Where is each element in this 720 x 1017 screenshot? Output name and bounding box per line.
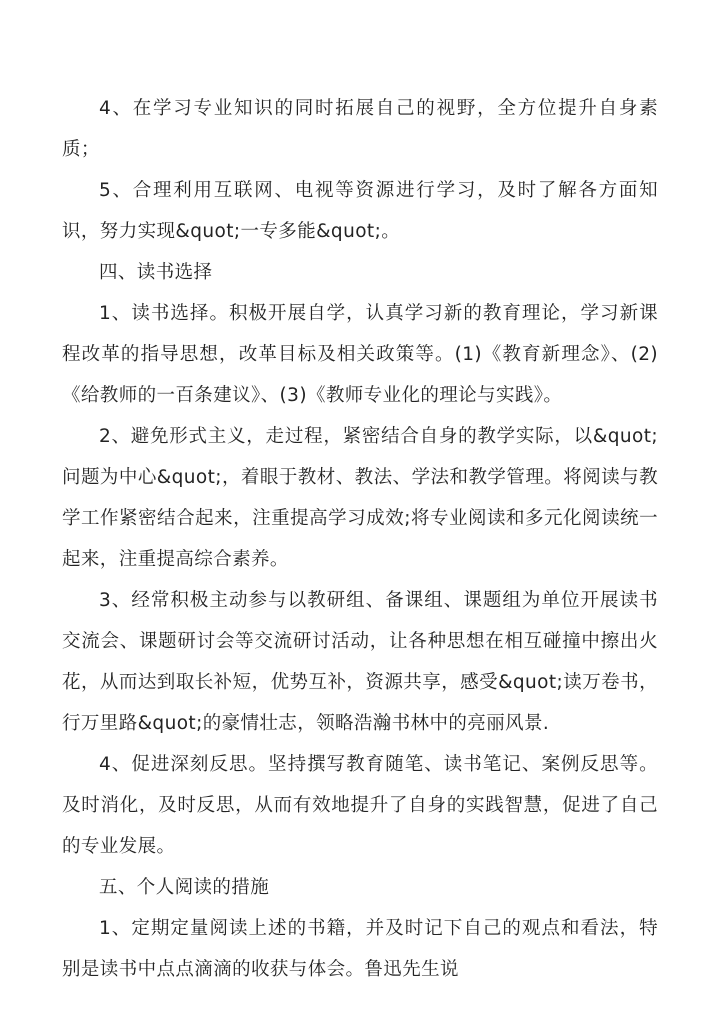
paragraph-item-5-internet: 5、合理利用互联网、电视等资源进行学习，及时了解各方面知识，努力实现&quot;一专多能&quot;。 <box>62 180 658 242</box>
paragraph-item-4-vision: 4、在学习专业知识的同时拓展自己的视野，全方位提升自身素质； <box>62 98 658 160</box>
paragraph-item-1-selection: 1、读书选择。积极开展自学，认真学习新的教育理论，学习新课程改革的指导思想，改革目标及相关政策等。(1)《教育新理念》、(2)《给教师的一百条建议》、(3)《教师专业化的理论与实践》。 <box>62 303 658 406</box>
paragraph-heading-four: 四、读书选择 <box>99 262 213 283</box>
paragraph-item-3-groups: 3、经常积极主动参与以教研组、备课组、课题组为单位开展读书交流会、课题研讨会等交流研讨活动，让各种思想在相互碰撞中擦出火花，从而达到取长补短，优势互补，资源共享，感受&quot;读万卷书，行万里路&quot;的豪情壮志，领略浩瀚书林中的亮丽风景. <box>62 590 658 734</box>
paragraph-item-4-reflection: 4、促进深刻反思。坚持撰写教育随笔、读书笔记、案例反思等。及时消化，及时反思，从而有效地提升了自身的实践智慧，促进了自己的专业发展。 <box>62 754 658 857</box>
paragraph-item-2-formalism: 2、避免形式主义，走过程，紧密结合自身的教学实际，以&quot;问题为中心&quot;，着眼于教材、教法、学法和教学管理。将阅读与教学工作紧密结合起来，注重提高学习成效;将专业阅读和多元化阅读统一起来，注重提高综合素养。 <box>62 426 658 570</box>
paragraph-heading-five: 五、个人阅读的措施 <box>99 877 270 898</box>
paragraph-item-1-regular: 1、定期定量阅读上述的书籍，并及时记下自己的观点和看法，特别是读书中点点滴滴的收获与体会。鲁迅先生说 <box>62 918 658 980</box>
document-body <box>62 88 658 990</box>
